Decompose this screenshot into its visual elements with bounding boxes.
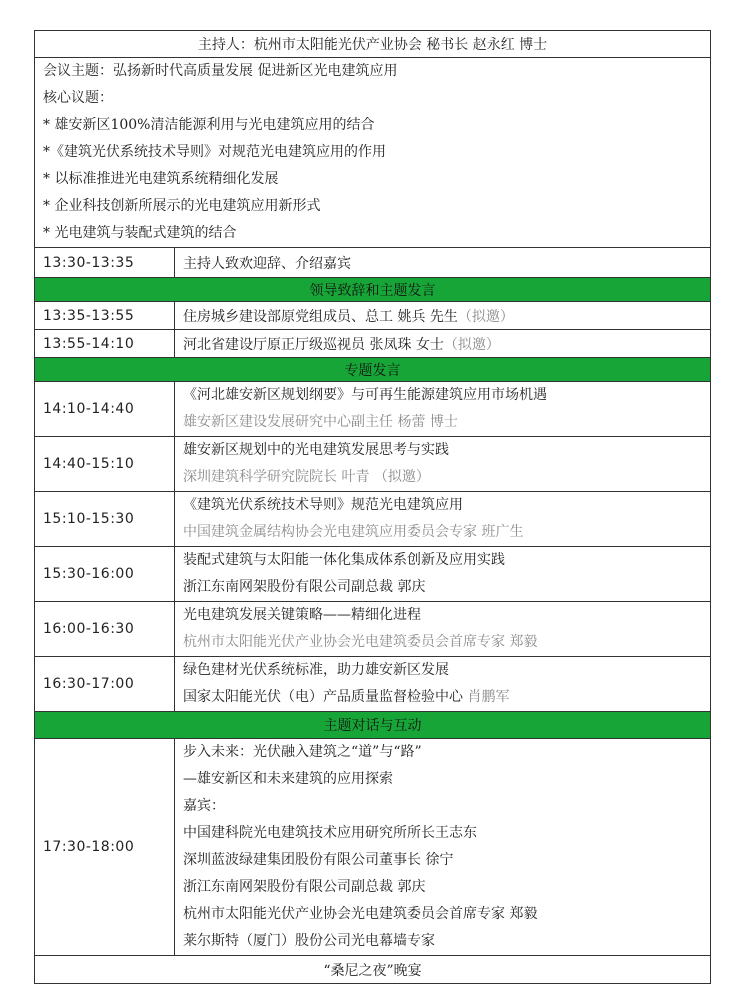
section-header: [35, 712, 711, 739]
time-cell: 14:40-15:10: [35, 437, 175, 492]
speaker-text: 河北省建设厅原正厅级巡视员 张凤珠 女士: [183, 336, 444, 353]
talk-cell: [175, 657, 711, 712]
talk-speaker: 雄安新区建设发展研究中心副主任 杨蕾 博士: [183, 414, 458, 430]
talk-row: [35, 492, 711, 547]
time-cell: 13:55-14:10: [35, 330, 175, 358]
section-header: [35, 278, 711, 302]
dialogue-line: 浙江东南网架股份有限公司副总裁 郭庆: [183, 879, 426, 895]
dialogue-row: [35, 739, 711, 956]
talk-title: 雄安新区规划中的光电建筑发展思考与实践: [183, 442, 449, 458]
agenda-item: [175, 330, 711, 358]
dialogue-line: 莱尔斯特（厦门）股份公司光电幕墙专家: [183, 933, 435, 949]
talk-title: 绿色建材光伏系统标准，助力雄安新区发展: [183, 662, 449, 678]
invite-note: （拟邀）: [443, 336, 500, 353]
talk-cell: [175, 437, 711, 492]
talk-title: 装配式建筑与太阳能一体化集成体系创新及应用实践: [183, 552, 505, 568]
talk-row: [35, 657, 711, 712]
talk-row: [35, 602, 711, 657]
time-cell: 16:00-16:30: [35, 602, 175, 657]
agenda-table: [34, 30, 711, 984]
host-row: [35, 31, 711, 58]
leader-row: [35, 330, 711, 358]
dialogue-line: 嘉宾：: [183, 798, 225, 814]
time-cell: 13:35-13:55: [35, 302, 175, 330]
time-cell: 13:30-13:35: [35, 248, 175, 278]
closing-row: [35, 956, 711, 984]
section-title: 领导致辞和主题发言: [35, 278, 711, 302]
closing-event: “桑尼之夜”晚宴: [35, 956, 711, 984]
topic-item: * 企业科技创新所展示的光电建筑应用新形式: [43, 198, 321, 214]
talk-speaker: 中国建筑金属结构协会光电建筑应用委员会专家 班广生: [183, 524, 524, 540]
talk-title: 《建筑光伏系统技术导则》规范光电建筑应用: [183, 497, 463, 513]
section-title: 主题对话与互动: [35, 712, 711, 739]
talk-speaker: 杭州市太阳能光伏产业协会光电建筑委员会首席专家 郑毅: [183, 634, 538, 650]
talk-speaker: 浙江东南网架股份有限公司副总裁 郭庆: [183, 579, 426, 595]
talk-speaker: 国家太阳能光伏（电）产品质量监督检验中心: [183, 689, 463, 705]
topic-item: * 以标准推进光电建筑系统精细化发展: [43, 171, 279, 187]
host-cell: 主持人：杭州市太阳能光伏产业协会 秘书长 赵永红 博士: [35, 31, 711, 58]
time-cell: 14:10-14:40: [35, 382, 175, 437]
dialogue-line: 步入未来：光伏融入建筑之“道”与“路”: [183, 744, 422, 760]
intro-cell: [35, 58, 711, 248]
meeting-theme: 会议主题：弘扬新时代高质量发展 促进新区光电建筑应用: [43, 63, 398, 79]
time-cell: 15:30-16:00: [35, 547, 175, 602]
talk-row: [35, 547, 711, 602]
time-cell: 17:30-18:00: [35, 739, 175, 956]
talk-title: 《河北雄安新区规划纲要》与可再生能源建筑应用市场机遇: [183, 387, 547, 403]
core-topics-label: 核心议题：: [43, 90, 113, 106]
dialogue-line: —雄安新区和未来建筑的应用探索: [183, 771, 393, 787]
section-header: [35, 358, 711, 382]
welcome-row: [35, 248, 711, 278]
talk-cell: [175, 602, 711, 657]
time-cell: 16:30-17:00: [35, 657, 175, 712]
dialogue-line: 中国建科院光电建筑技术应用研究所所长王志东: [183, 825, 477, 841]
leader-row: [35, 302, 711, 330]
dialogue-line: 深圳蓝波绿建集团股份有限公司董事长 徐宁: [183, 852, 454, 868]
talk-speaker: 深圳建筑科学研究院院长 叶青 （拟邀）: [183, 469, 430, 485]
topic-item: * 雄安新区100%清洁能源利用与光电建筑应用的结合: [43, 117, 375, 133]
dialogue-line: 杭州市太阳能光伏产业协会光电建筑委员会首席专家 郑毅: [183, 906, 538, 922]
agenda-item: [175, 302, 711, 330]
topic-item: * 光电建筑与装配式建筑的结合: [43, 225, 237, 241]
section-title: 专题发言: [35, 358, 711, 382]
talk-title: 光电建筑发展关键策略——精细化进程: [183, 607, 421, 623]
intro-row: [35, 58, 711, 248]
dialogue-cell: [175, 739, 711, 956]
speaker-text: 住房城乡建设部原党组成员、总工 姚兵 先生: [183, 308, 458, 325]
talk-cell: [175, 547, 711, 602]
talk-speaker-line: [183, 684, 702, 711]
talk-row: [35, 437, 711, 492]
talk-speaker-name: 肖鹏军: [463, 689, 510, 705]
talk-row: [35, 382, 711, 437]
talk-cell: [175, 492, 711, 547]
talk-cell: [175, 382, 711, 437]
time-cell: 15:10-15:30: [35, 492, 175, 547]
invite-note: （拟邀）: [457, 308, 514, 325]
topic-item: *《建筑光伏系统技术导则》对规范光电建筑应用的作用: [43, 144, 386, 160]
agenda-item: 主持人致欢迎辞、介绍嘉宾: [175, 248, 711, 278]
